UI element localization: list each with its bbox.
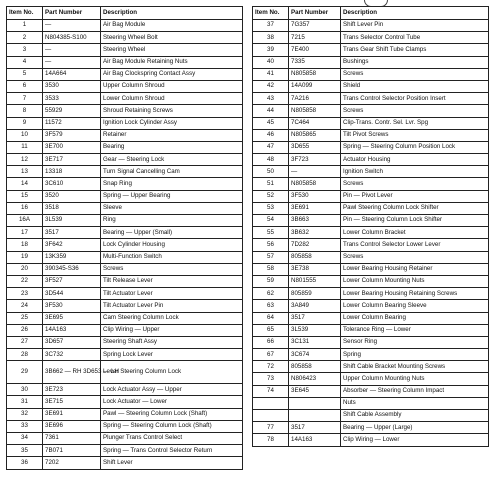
cell-item-no: 37 — [253, 20, 289, 32]
table-row — [7, 178, 243, 190]
table-row — [253, 312, 489, 324]
cell-part-number: 390345-S36 — [43, 263, 101, 275]
table-row — [253, 227, 489, 239]
cell-item-no: 46 — [253, 129, 289, 141]
table-row — [7, 166, 243, 178]
cell-part-number: 7E400 — [289, 44, 341, 56]
cell-part-number: 3E696 — [43, 420, 101, 432]
cell-description: Shroud Retaining Screws — [101, 105, 243, 117]
table-row — [7, 384, 243, 396]
cell-description: Spring — Steering Column Position Lock — [341, 141, 489, 153]
table-row — [253, 56, 489, 68]
cell-part-number: 3E645 — [289, 385, 341, 397]
cell-part-number: 3C131 — [289, 336, 341, 348]
cell-description: Actuator Housing — [341, 154, 489, 166]
cell-item-no: 57 — [253, 251, 289, 263]
cell-part-number: 13K359 — [43, 251, 101, 263]
table-row — [253, 80, 489, 92]
parts-table-right — [252, 6, 489, 447]
cell-part-number: 3C732 — [43, 349, 101, 361]
cell-item-no: 66 — [253, 336, 289, 348]
cell-description: Bearing — Upper (Large) — [341, 422, 489, 434]
cell-item-no: 20 — [7, 263, 43, 275]
cell-part-number: 3C610 — [43, 178, 101, 190]
cell-item-no: 29 — [7, 361, 43, 384]
table-row — [7, 288, 243, 300]
cell-description: Pin — Steering Column Lock Shifter — [341, 215, 489, 227]
table-row — [7, 312, 243, 324]
cell-item-no: 58 — [253, 263, 289, 275]
cell-part-number: 14A099 — [289, 80, 341, 92]
cell-item-no: 55 — [253, 227, 289, 239]
cell-item-no: 24 — [7, 300, 43, 312]
cell-item-no: 30 — [7, 384, 43, 396]
cell-description: Trans Control Selector Position Insert — [341, 93, 489, 105]
cell-part-number: 3L539 — [289, 324, 341, 336]
cell-item-no: 62 — [253, 288, 289, 300]
cell-description: Ignition Switch — [341, 166, 489, 178]
table-row — [7, 117, 243, 129]
cell-description: Shift Lever Pin — [341, 20, 489, 32]
cell-description: Shift Cable Assembly — [341, 410, 489, 422]
cell-description: Pin — Pivot Lever — [341, 190, 489, 202]
cell-description: Upper Column Shroud — [101, 80, 243, 92]
cell-part-number: 14A163 — [289, 434, 341, 446]
cell-description: Tolerance Ring — Lower — [341, 324, 489, 336]
table-row — [7, 129, 243, 141]
table-row — [7, 202, 243, 214]
cell-part-number: 3B632 — [289, 227, 341, 239]
cell-description: Turn Signal Cancelling Cam — [101, 166, 243, 178]
table-row — [7, 190, 243, 202]
cell-part-number — [289, 397, 341, 409]
table-row — [7, 105, 243, 117]
cell-item-no: 4 — [7, 56, 43, 68]
table-row — [7, 457, 243, 469]
table-row — [253, 422, 489, 434]
cell-part-number: 7G357 — [289, 20, 341, 32]
cell-description: Cam Steering Column Lock — [101, 312, 243, 324]
cell-item-no: 38 — [253, 32, 289, 44]
table-row — [7, 227, 243, 239]
cell-item-no: 64 — [253, 312, 289, 324]
cell-part-number: 3C674 — [289, 349, 341, 361]
cell-item-no: 14 — [7, 178, 43, 190]
table-row — [253, 263, 489, 275]
cell-item-no: 78 — [253, 434, 289, 446]
cell-part-number: 11572 — [43, 117, 101, 129]
cell-description: Steering Wheel — [101, 44, 243, 56]
table-row — [7, 44, 243, 56]
cell-description: Lower Bearing Housing Retaining Screws — [341, 288, 489, 300]
cell-part-number: 3E738 — [289, 263, 341, 275]
table-row — [253, 288, 489, 300]
cell-description: Spring — Steering Column Lock (Shaft) — [101, 420, 243, 432]
table-row — [253, 361, 489, 373]
cell-item-no: 16 — [7, 202, 43, 214]
cell-item-no: 1 — [7, 20, 43, 32]
cell-part-number: 3F579 — [43, 129, 101, 141]
cell-item-no: 73 — [253, 373, 289, 385]
cell-item-no: 63 — [253, 300, 289, 312]
table-row — [7, 408, 243, 420]
cell-description: Tilt Actuator Lever — [101, 288, 243, 300]
parts-table-left — [6, 6, 243, 470]
cell-description: Clip-Trans. Contr. Sel. Lvr. Spg — [341, 117, 489, 129]
cell-description: Tilt Pivot Screws — [341, 129, 489, 141]
cell-part-number: 3518 — [43, 202, 101, 214]
header-part-number: Part Number — [43, 7, 101, 20]
header-description: Description — [101, 7, 243, 20]
cell-part-number: 3533 — [43, 93, 101, 105]
cell-part-number: 3E700 — [43, 141, 101, 153]
cell-item-no: 7 — [7, 93, 43, 105]
table-row — [253, 117, 489, 129]
cell-part-number: 3E715 — [43, 396, 101, 408]
cell-item-no: 3 — [7, 44, 43, 56]
cell-description: Trans Selector Control Tube — [341, 32, 489, 44]
cell-item-no: 15 — [7, 190, 43, 202]
table-header-row — [253, 7, 489, 20]
cell-description: Lock Actuator Assy — Upper — [101, 384, 243, 396]
cell-description: Trans Control Selector Lower Lever — [341, 239, 489, 251]
cell-part-number: 805858 — [289, 251, 341, 263]
cell-part-number: 3517 — [43, 227, 101, 239]
cell-part-number: — — [289, 166, 341, 178]
cell-item-no: 22 — [7, 275, 43, 287]
cell-description: Tilt Release Lever — [101, 275, 243, 287]
cell-description: Upper Column Mounting Nuts — [341, 373, 489, 385]
cell-item-no: 47 — [253, 141, 289, 153]
table-row — [253, 336, 489, 348]
cell-item-no: 28 — [7, 349, 43, 361]
cell-item-no: 72 — [253, 361, 289, 373]
cell-description: Ignition Lock Cylinder Assy — [101, 117, 243, 129]
cell-item-no: 2 — [7, 32, 43, 44]
cell-item-no: 18 — [7, 239, 43, 251]
cell-part-number: N805858 — [289, 105, 341, 117]
cell-item-no: 43 — [253, 93, 289, 105]
cell-item-no: 5 — [7, 68, 43, 80]
cell-part-number — [289, 410, 341, 422]
cell-part-number: 3F530 — [289, 190, 341, 202]
table-row — [253, 166, 489, 178]
table-row — [7, 336, 243, 348]
cell-item-no: 52 — [253, 190, 289, 202]
cell-item-no: 33 — [7, 420, 43, 432]
cell-part-number: 3E717 — [43, 154, 101, 166]
table-row — [253, 154, 489, 166]
cell-item-no: 77 — [253, 422, 289, 434]
cell-item-no — [253, 410, 289, 422]
cell-item-no: 50 — [253, 166, 289, 178]
table-row — [7, 154, 243, 166]
cell-description: Snap Ring — [101, 178, 243, 190]
cell-item-no: 11 — [7, 141, 43, 153]
cell-description: Retainer — [101, 129, 243, 141]
cell-description: Spring — Upper Bearing — [101, 190, 243, 202]
table-row — [7, 263, 243, 275]
cell-item-no: 48 — [253, 154, 289, 166]
cell-item-no: 23 — [7, 288, 43, 300]
cell-item-no: 35 — [7, 445, 43, 457]
cell-description: Sensor Ring — [341, 336, 489, 348]
cell-description: Lever Steering Column Lock — [101, 361, 243, 384]
cell-description: Absorber — Steering Column Impact — [341, 385, 489, 397]
cell-part-number: 3530 — [43, 80, 101, 92]
table-row — [7, 32, 243, 44]
cell-item-no: 26 — [7, 324, 43, 336]
table-row — [253, 385, 489, 397]
table-row — [7, 68, 243, 80]
cell-part-number: 3E691 — [43, 408, 101, 420]
cell-part-number: 3E695 — [43, 312, 101, 324]
cell-part-number: 7D282 — [289, 239, 341, 251]
cell-description: Lower Column Bearing — [341, 312, 489, 324]
cell-item-no: 8 — [7, 105, 43, 117]
cell-part-number: 3B662 — RH 3D653 — LH — [43, 361, 101, 384]
table-row — [253, 275, 489, 287]
table-header-row — [7, 7, 243, 20]
cell-part-number: — — [43, 44, 101, 56]
header-description: Description — [341, 7, 489, 20]
cell-description: Screws — [341, 178, 489, 190]
table-row — [253, 178, 489, 190]
table-row — [253, 373, 489, 385]
cell-description: Air Bag Module Retaining Nuts — [101, 56, 243, 68]
cell-part-number: N806423 — [289, 373, 341, 385]
cell-part-number: 14A664 — [43, 68, 101, 80]
cell-description: Ring — [101, 215, 243, 227]
cell-item-no: 45 — [253, 117, 289, 129]
cell-description: Pawl Steering Column Lock Shifter — [341, 202, 489, 214]
cell-part-number: 7A216 — [289, 93, 341, 105]
cell-description: Screws — [101, 263, 243, 275]
cell-part-number: N801555 — [289, 275, 341, 287]
cell-item-no: 27 — [7, 336, 43, 348]
table-row — [7, 361, 243, 384]
cell-description: Pawl — Steering Column Lock (Shaft) — [101, 408, 243, 420]
cell-part-number: N805858 — [289, 178, 341, 190]
cell-description: Screws — [341, 251, 489, 263]
cell-description: Bushings — [341, 56, 489, 68]
table-row — [7, 141, 243, 153]
table-row — [253, 410, 489, 422]
table-row — [7, 420, 243, 432]
table-row — [253, 32, 489, 44]
parts-table-right-body — [253, 20, 489, 447]
table-row — [7, 251, 243, 263]
table-row — [253, 239, 489, 251]
cell-part-number: 3D657 — [43, 336, 101, 348]
table-row — [7, 215, 243, 227]
cell-part-number: 14A163 — [43, 324, 101, 336]
table-row — [253, 251, 489, 263]
cell-part-number: — — [43, 56, 101, 68]
cell-description: Plunger Trans Control Select — [101, 433, 243, 445]
cell-part-number: N805865 — [289, 129, 341, 141]
table-row — [7, 93, 243, 105]
cell-item-no: 74 — [253, 385, 289, 397]
cell-item-no: 25 — [7, 312, 43, 324]
cell-item-no: 41 — [253, 68, 289, 80]
cell-part-number: 13318 — [43, 166, 101, 178]
table-row — [7, 433, 243, 445]
cell-item-no: 13 — [7, 166, 43, 178]
cell-item-no: 39 — [253, 44, 289, 56]
table-row — [7, 239, 243, 251]
cell-description: Lower Column Mounting Nuts — [341, 275, 489, 287]
cell-part-number: 7202 — [43, 457, 101, 469]
cell-description: Lock Cylinder Housing — [101, 239, 243, 251]
table-row — [253, 44, 489, 56]
table-row — [253, 215, 489, 227]
table-row — [253, 141, 489, 153]
cell-description: Clip Wiring — Upper — [101, 324, 243, 336]
table-row — [253, 324, 489, 336]
table-row — [7, 275, 243, 287]
cell-item-no: 19 — [7, 251, 43, 263]
cell-item-no: 6 — [7, 80, 43, 92]
cell-description: Screws — [341, 105, 489, 117]
table-row — [253, 93, 489, 105]
cell-part-number: 3F530 — [43, 300, 101, 312]
cell-part-number: 7C464 — [289, 117, 341, 129]
cell-part-number: 7B071 — [43, 445, 101, 457]
cell-part-number: 3F642 — [43, 239, 101, 251]
cell-description: Bearing — Upper (Small) — [101, 227, 243, 239]
table-row — [7, 20, 243, 32]
cell-item-no: 32 — [7, 408, 43, 420]
cell-description: Lock Actuator — Lower — [101, 396, 243, 408]
cell-description: Air Bag Module — [101, 20, 243, 32]
cell-part-number: N804385-S100 — [43, 32, 101, 44]
cell-description: Spring Lock Lever — [101, 349, 243, 361]
table-row — [253, 397, 489, 409]
cell-description: Steering Shaft Assy — [101, 336, 243, 348]
cell-part-number: 3E691 — [289, 202, 341, 214]
cell-item-no: 67 — [253, 349, 289, 361]
cell-description: Multi-Function Switch — [101, 251, 243, 263]
cell-description: Shift Lever — [101, 457, 243, 469]
cell-part-number: 3D544 — [43, 288, 101, 300]
cell-part-number: 3E723 — [43, 384, 101, 396]
table-row — [7, 300, 243, 312]
cell-part-number: 3L539 — [43, 215, 101, 227]
cell-part-number: 3B663 — [289, 215, 341, 227]
cell-part-number: — — [43, 20, 101, 32]
cell-part-number: 805859 — [289, 288, 341, 300]
cell-item-no: 34 — [7, 433, 43, 445]
cell-item-no: 36 — [7, 457, 43, 469]
table-row — [253, 190, 489, 202]
cell-description: Lower Column Bearing Sleeve — [341, 300, 489, 312]
cell-description: Sleeve — [101, 202, 243, 214]
cell-description: Bearing — [101, 141, 243, 153]
cell-item-no: 42 — [253, 80, 289, 92]
table-row — [253, 349, 489, 361]
cell-item-no: 40 — [253, 56, 289, 68]
cell-part-number: 3D655 — [289, 141, 341, 153]
header-part-number: Part Number — [289, 7, 341, 20]
cell-description: Shield — [341, 80, 489, 92]
cell-item-no: 54 — [253, 215, 289, 227]
cell-part-number: 7335 — [289, 56, 341, 68]
table-row — [7, 324, 243, 336]
table-row — [253, 202, 489, 214]
table-row — [253, 68, 489, 80]
cell-part-number: 3F527 — [43, 275, 101, 287]
cell-description: Tilt Actuator Lever Pin — [101, 300, 243, 312]
cell-part-number: 3A849 — [289, 300, 341, 312]
cell-item-no: 53 — [253, 202, 289, 214]
cell-part-number: 3517 — [289, 422, 341, 434]
cell-description: Nuts — [341, 397, 489, 409]
table-row — [7, 396, 243, 408]
cell-item-no: 59 — [253, 275, 289, 287]
cell-item-no: 16A — [7, 215, 43, 227]
cell-description: Shift Cable Bracket Mounting Screws — [341, 361, 489, 373]
table-row — [7, 80, 243, 92]
table-row — [253, 129, 489, 141]
cell-description: Lower Column Bracket — [341, 227, 489, 239]
cell-item-no — [253, 397, 289, 409]
cell-item-no: 17 — [7, 227, 43, 239]
table-row — [253, 105, 489, 117]
cell-part-number: 3517 — [289, 312, 341, 324]
cell-description: Trans Gear Shift Tube Clamps — [341, 44, 489, 56]
cell-item-no: 44 — [253, 105, 289, 117]
cell-description: Clip Wiring — Lower — [341, 434, 489, 446]
cell-description: Steering Wheel Bolt — [101, 32, 243, 44]
cell-part-number: 805858 — [289, 361, 341, 373]
cell-part-number: 3520 — [43, 190, 101, 202]
cell-description: Screws — [341, 68, 489, 80]
cell-part-number: 55929 — [43, 105, 101, 117]
parts-table-left-body — [7, 20, 243, 470]
cell-description: Air Bag Clockspring Contact Assy — [101, 68, 243, 80]
table-row — [253, 434, 489, 446]
cell-part-number: 7215 — [289, 32, 341, 44]
cell-item-no: 9 — [7, 117, 43, 129]
cell-item-no: 56 — [253, 239, 289, 251]
table-row — [253, 300, 489, 312]
cell-part-number: N805858 — [289, 68, 341, 80]
header-item-no: Item No. — [253, 7, 289, 20]
cell-description: Spring — [341, 349, 489, 361]
table-row — [7, 56, 243, 68]
table-row — [253, 20, 489, 32]
table-row — [7, 445, 243, 457]
cell-item-no: 10 — [7, 129, 43, 141]
cell-part-number: 7361 — [43, 433, 101, 445]
cell-description: Gear — Steering Lock — [101, 154, 243, 166]
cell-item-no: 65 — [253, 324, 289, 336]
table-row — [7, 349, 243, 361]
cell-item-no: 51 — [253, 178, 289, 190]
header-item-no: Item No. — [7, 7, 43, 20]
cell-item-no: 12 — [7, 154, 43, 166]
cell-item-no: 31 — [7, 396, 43, 408]
cell-part-number: 3F723 — [289, 154, 341, 166]
cell-description: Lower Bearing Housing Retainer — [341, 263, 489, 275]
cell-description: Lower Column Shroud — [101, 93, 243, 105]
cell-description: Spring — Trans Control Selector Return — [101, 445, 243, 457]
